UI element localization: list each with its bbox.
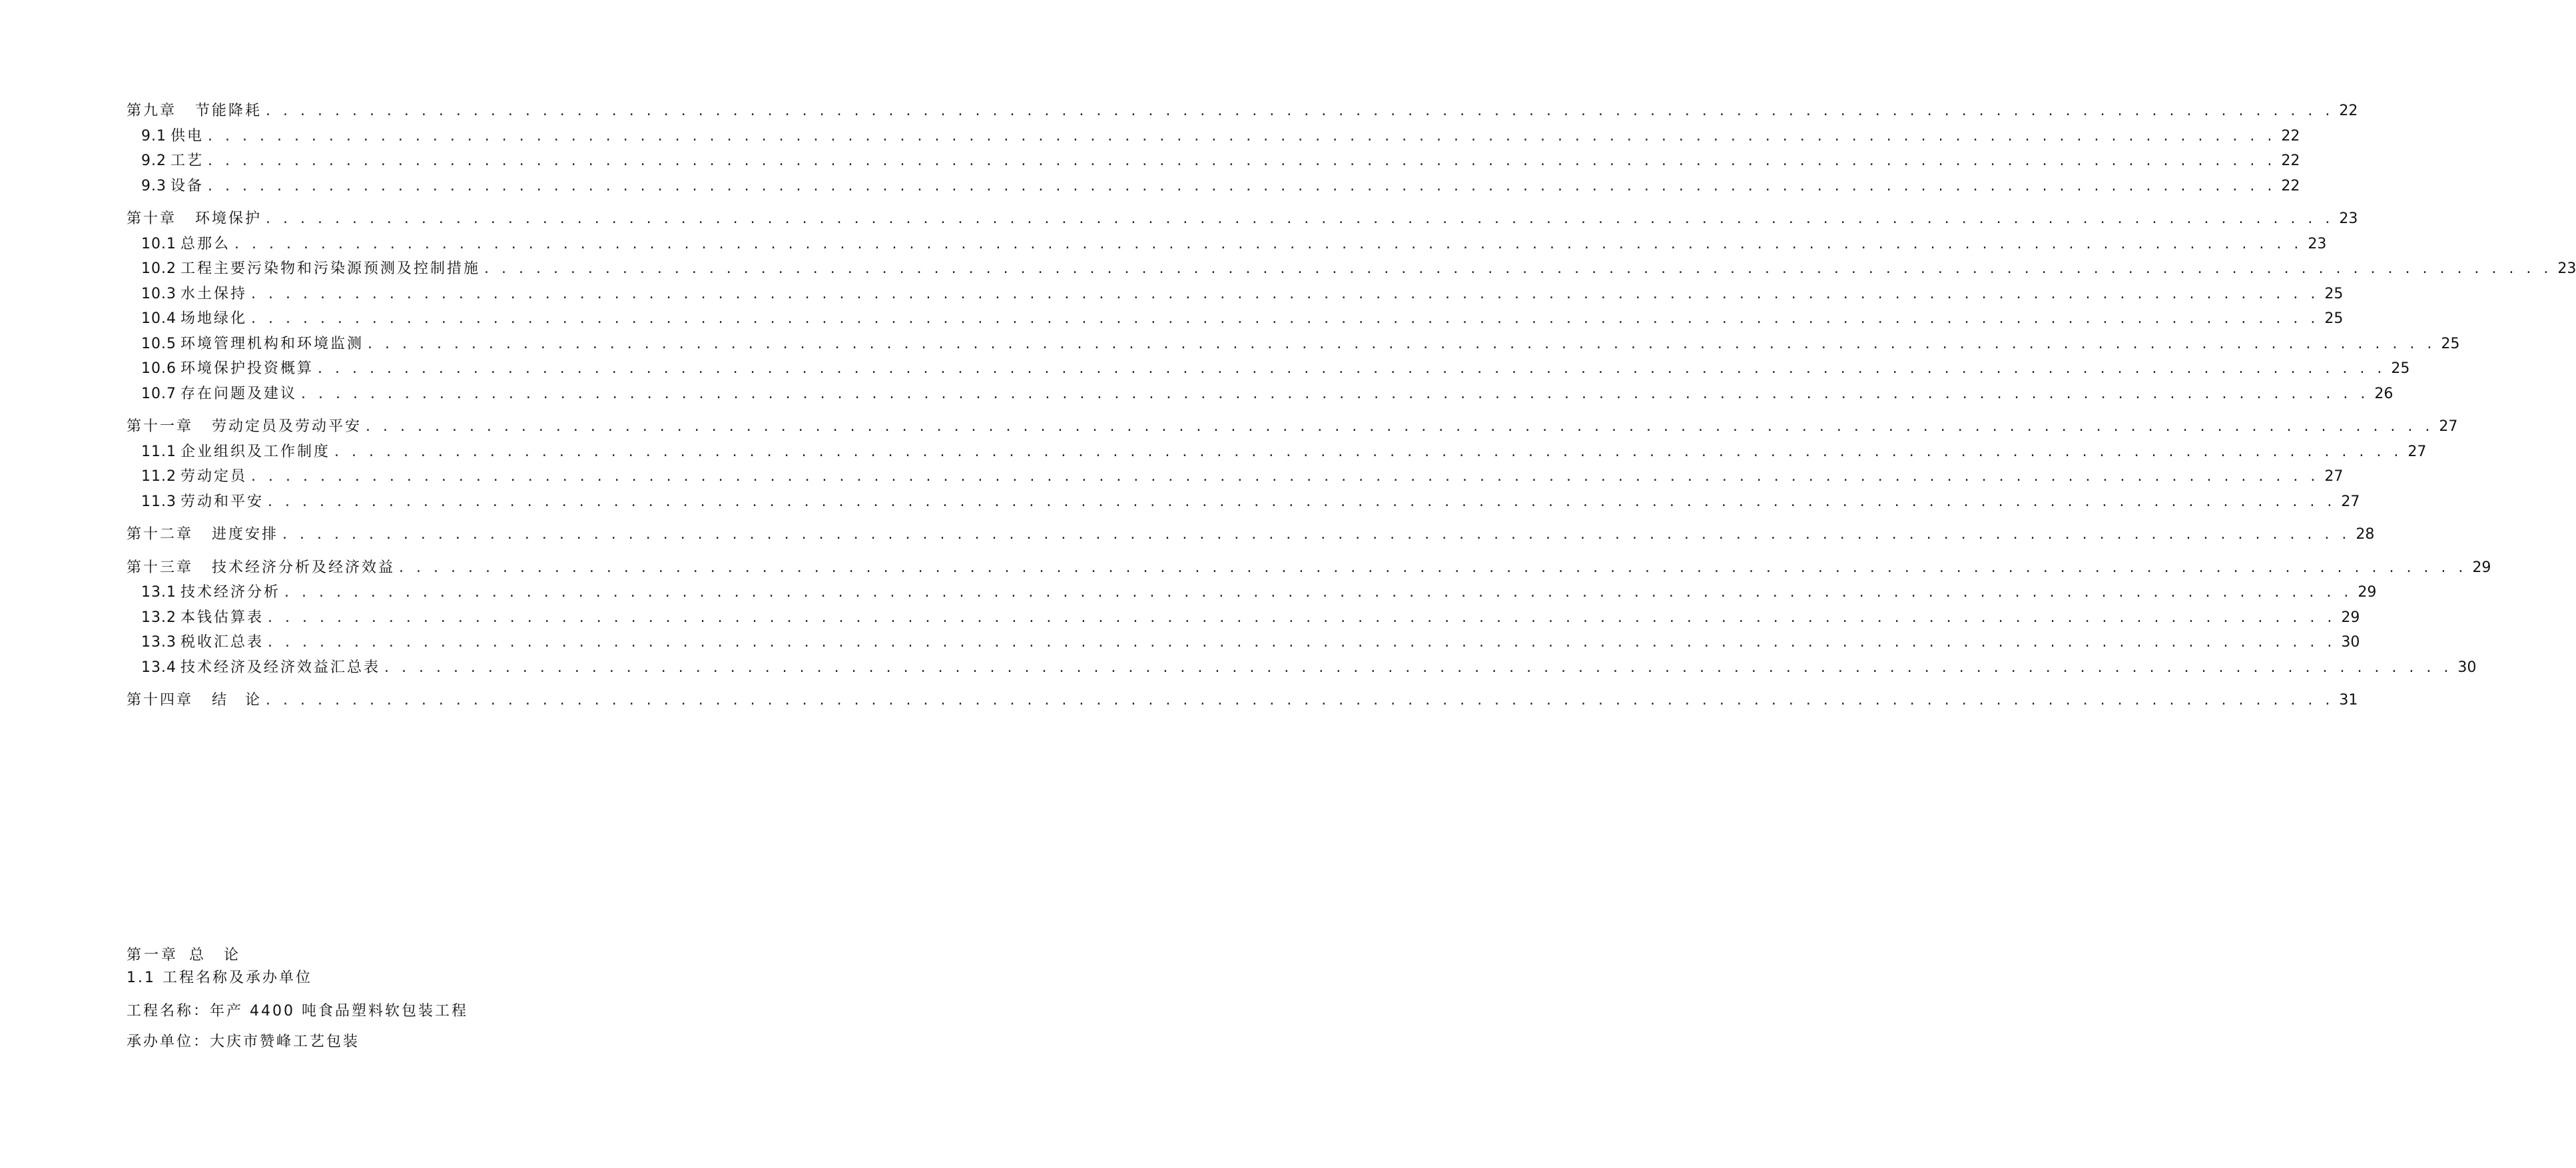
toc-entry-title (141, 655, 380, 681)
toc-entry-title (127, 555, 395, 581)
toc-section-title: 本钱估算表 (180, 609, 264, 626)
toc-page-number: 29 (2358, 584, 2377, 601)
project-name-line: 工程名称：年产 4400 吨食品塑料软包装工程 (127, 1003, 468, 1020)
toc-dot-leader: . . . . . . . . . . . . . . . . . . . . . . . . . . . . . . . . . . . . . . . . . . . . . . . . . . . . . . . . . . . . . . . . . . . . . . . . . . . . . . . . . . . . . . . . . . . . . . . . . . . . . . . . . . . . . . . . . . . . . . . . (366, 418, 2434, 435)
toc-dot-leader: . . . . . . . . . . . . . . . . . . . . . . . . . . . . . . . . . . . . . . . . . . . . . . . . . . . . . . . . . . . . . . . . . . . . . . . . . . . . . . . . . . . . . . . . . . . . . . . . . . . . . . . . . . . . . . . . . . . . . . . . (208, 152, 2276, 169)
document-body (127, 944, 699, 1060)
toc-chapter-entry[interactable] (127, 206, 2358, 232)
toc-page-number: 30 (2341, 634, 2360, 651)
toc-entry-title (141, 282, 247, 307)
toc-entry-title (141, 605, 264, 631)
toc-chapter-entry[interactable] (127, 555, 2491, 581)
toc-section-title: 劳动定员 (180, 468, 247, 485)
toc-section-title: 供电 (170, 127, 204, 145)
toc-section-entry[interactable] (127, 282, 2344, 307)
toc-section-title: 工程主要污染物和污染源预测及控制措施 (180, 260, 480, 277)
toc-section-title: 技术经济分析 (180, 584, 280, 601)
toc-entry-title (141, 174, 204, 199)
toc-section-number: 9.1 (141, 127, 166, 145)
toc-chapter-title: 节能降耗 (195, 103, 262, 119)
toc-section-entry[interactable] (127, 306, 2344, 332)
toc-chapter-entry[interactable] (127, 522, 2375, 547)
toc-dot-leader: . . . . . . . . . . . . . . . . . . . . . . . . . . . . . . . . . . . . . . . . . . . . . . . . . . . . . . . . . . . . . . . . . . . . . . . . . . . . . . . . . . . . . . . . . . . . . . . . . . . . . . . . . . . . . . . . . . . . . . . . (268, 609, 2336, 626)
toc-dot-leader: . . . . . . . . . . . . . . . . . . . . . . . . . . . . . . . . . . . . . . . . . . . . . . . . . . . . . . . . . . . . . . . . . . . . . . . . . . . . . . . . . . . . . . . . . . . . . . . . . . . . . . . . . . . . . . . . . . . . . . . . (268, 634, 2336, 651)
toc-section-entry[interactable] (127, 655, 2477, 681)
toc-section-number: 10.3 (141, 285, 176, 302)
toc-page-number: 27 (2439, 418, 2458, 435)
toc-dot-leader: . . . . . . . . . . . . . . . . . . . . . . . . . . . . . . . . . . . . . . . . . . . . . . . . . . . . . . . . . . . . . . . . . . . . . . . . . . . . . . . . . . . . . . . . . . . . . . . . . . . . . . . . . . . . . . . . . . . . . . . . (268, 493, 2336, 510)
toc-section-entry[interactable] (127, 332, 2460, 357)
toc-page-number: 23 (2339, 210, 2358, 227)
chapter-title: 总 论 (189, 947, 242, 964)
toc-dot-leader: . . . . . . . . . . . . . . . . . . . . . . . . . . . . . . . . . . . . . . . . . . . . . . . . . . . . . . . . . . . . . . . . . . . . . . . . . . . . . . . . . . . . . . . . . . . . . . . . . . . . . . . . . . . . . . . . . . . . . . . . (208, 177, 2276, 194)
toc-entry-title (141, 232, 230, 257)
table-of-contents (127, 99, 2576, 713)
toc-section-title: 税收汇总表 (180, 634, 264, 651)
toc-section-number: 11.2 (141, 468, 176, 485)
toc-section-entry[interactable] (127, 630, 2360, 655)
toc-section-number: 13.4 (141, 659, 176, 676)
toc-section-title: 场地绿化 (180, 310, 247, 327)
toc-entry-title (141, 306, 247, 332)
toc-dot-leader: . . . . . . . . . . . . . . . . . . . . . . . . . . . . . . . . . . . . . . . . . . . . . . . . . . . . . . . . . . . . . . . . . . . . . . . . . . . . . . . . . . . . . . . . . . . . . . . . . . . . . . . . . . . . . . . . . . . . . . . . (399, 559, 2467, 576)
toc-chapter-entry[interactable] (127, 414, 2458, 439)
toc-dot-leader: . . . . . . . . . . . . . . . . . . . . . . . . . . . . . . . . . . . . . . . . . . . . . . . . . . . . . . . . . . . . . . . . . . . . . . . . . . . . . . . . . . . . . . . . . . . . . . . . . . . . . . . . . . . . . . . . . . . . . . . . (251, 310, 2320, 327)
toc-chapter-title: 进度安排 (212, 526, 279, 543)
toc-dot-leader: . . . . . . . . . . . . . . . . . . . . . . . . . . . . . . . . . . . . . . . . . . . . . . . . . . . . . . . . . . . . . . . . . . . . . . . . . . . . . . . . . . . . . . . . . . . . . . . . . . . . . . . . . . . . . . . . . . . . . . . . (368, 335, 2436, 352)
toc-entry-title (141, 124, 204, 149)
toc-dot-leader: . . . . . . . . . . . . . . . . . . . . . . . . . . . . . . . . . . . . . . . . . . . . . . . . . . . . . . . . . . . . . . . . . . . . . . . . . . . . . . . . . . . . . . . . . . . . . . . . . . . . . . . . . . . . . . . . . . . . . . . . (251, 468, 2320, 485)
toc-section-title: 技术经济及经济效益汇总表 (180, 659, 380, 676)
toc-page-number: 25 (2324, 310, 2344, 327)
toc-section-entry[interactable] (127, 605, 2360, 631)
toc-section-title: 工艺 (170, 152, 204, 169)
toc-section-title: 设备 (170, 177, 204, 194)
toc-section-number: 10.1 (141, 235, 176, 252)
toc-page-number: 31 (2339, 692, 2358, 709)
toc-dot-leader: . . . . . . . . . . . . . . . . . . . . . . . . . . . . . . . . . . . . . . . . . . . . . . . . . . . . . . . . . . . . . . . . . . . . . . . . . . . . . . . . . . . . . . . . . . . . . . . . . . . . . . . . . . . . . . . . . . . . . . . . (266, 210, 2334, 227)
toc-section-number: 10.5 (141, 335, 176, 352)
toc-entry-title (127, 414, 362, 439)
toc-section-title: 企业组织及工作制度 (180, 443, 330, 460)
toc-chapter-entry[interactable] (127, 688, 2358, 713)
toc-section-title: 环境管理机构和环境监测 (180, 335, 364, 352)
chapter-heading (127, 944, 699, 967)
toc-page-number: 26 (2374, 385, 2394, 402)
toc-entry-title (141, 256, 480, 282)
toc-dot-leader: . . . . . . . . . . . . . . . . . . . . . . . . . . . . . . . . . . . . . . . . . . . . . . . . . . . . . . . . . . . . . . . . . . . . . . . . . . . . . . . . . . . . . . . . . . . . . . . . . . . . . . . . . . . . . . . . . . . . . . . . (384, 659, 2453, 676)
toc-section-entry[interactable] (127, 124, 2300, 149)
toc-dot-leader: . . . . . . . . . . . . . . . . . . . . . . . . . . . . . . . . . . . . . . . . . . . . . . . . . . . . . . . . . . . . . . . . . . . . . . . . . . . . . . . . . . . . . . . . . . . . . . . . . . . . . . . . . . . . . . . . . . . . . . . . (484, 260, 2553, 277)
toc-dot-leader: . . . . . . . . . . . . . . . . . . . . . . . . . . . . . . . . . . . . . . . . . . . . . . . . . . . . . . . . . . . . . . . . . . . . . . . . . . . . . . . . . . . . . . . . . . . . . . . . . . . . . . . . . . . . . . . . . . . . . . . . (266, 692, 2334, 709)
toc-section-entry[interactable] (127, 580, 2377, 605)
toc-page-number: 25 (2391, 360, 2410, 377)
toc-section-entry[interactable] (127, 439, 2427, 465)
chapter-label: 第一章 (127, 947, 179, 964)
toc-section-title: 环境保护投资概算 (180, 360, 314, 377)
toc-section-entry[interactable] (127, 232, 2327, 257)
toc-entry-title (141, 489, 264, 515)
toc-chapter-label: 第九章 (127, 103, 177, 119)
toc-section-entry[interactable] (127, 464, 2344, 489)
toc-section-number: 9.3 (141, 177, 166, 194)
toc-section-entry[interactable] (127, 382, 2394, 407)
toc-entry-title (141, 439, 330, 465)
toc-chapter-title: 技术经济分析及经济效益 (212, 559, 396, 576)
toc-dot-leader: . . . . . . . . . . . . . . . . . . . . . . . . . . . . . . . . . . . . . . . . . . . . . . . . . . . . . . . . . . . . . . . . . . . . . . . . . . . . . . . . . . . . . . . . . . . . . . . . . . . . . . . . . . . . . . . . . . . . . . . . (251, 285, 2320, 302)
toc-dot-leader: . . . . . . . . . . . . . . . . . . . . . . . . . . . . . . . . . . . . . . . . . . . . . . . . . . . . . . . . . . . . . . . . . . . . . . . . . . . . . . . . . . . . . . . . . . . . . . . . . . . . . . . . . . . . . . . . . . . . . . . . (234, 235, 2303, 252)
toc-page-number: 23 (2557, 260, 2576, 277)
toc-dot-leader: . . . . . . . . . . . . . . . . . . . . . . . . . . . . . . . . . . . . . . . . . . . . . . . . . . . . . . . . . . . . . . . . . . . . . . . . . . . . . . . . . . . . . . . . . . . . . . . . . . . . . . . . . . . . . . . . . . . . . . . . (208, 127, 2276, 145)
toc-entry-title (127, 522, 278, 547)
toc-section-number: 9.2 (141, 152, 166, 169)
toc-entry-title (141, 580, 280, 605)
toc-section-number: 10.6 (141, 360, 176, 377)
toc-section-number: 13.2 (141, 609, 176, 626)
toc-section-entry[interactable] (127, 489, 2360, 515)
toc-section-entry[interactable] (127, 256, 2576, 282)
toc-section-title: 水土保持 (180, 285, 247, 302)
toc-page-number: 29 (2472, 559, 2491, 576)
toc-page-number: 22 (2339, 103, 2358, 119)
toc-chapter-label: 第十章 (127, 210, 177, 227)
toc-entry-title (141, 148, 204, 174)
toc-section-number: 11.3 (141, 493, 176, 510)
toc-chapter-label: 第十二章 (127, 526, 194, 543)
organizer-line: 承办单位：大庆市赞峰工艺包装 (127, 1033, 360, 1050)
toc-section-number: 10.2 (141, 260, 176, 277)
toc-entry-title (141, 464, 247, 489)
toc-chapter-label: 第十一章 (127, 418, 194, 435)
toc-section-number: 10.7 (141, 385, 176, 402)
toc-chapter-entry[interactable] (127, 99, 2358, 124)
toc-section-number: 11.1 (141, 443, 176, 460)
toc-section-entry[interactable] (127, 148, 2300, 174)
toc-page-number: 30 (2457, 659, 2477, 676)
toc-page-number: 22 (2281, 127, 2300, 145)
toc-section-title: 总那么 (180, 235, 230, 252)
toc-section-number: 13.1 (141, 584, 176, 601)
toc-page-number: 27 (2324, 468, 2344, 485)
toc-chapter-label: 第十四章 (127, 692, 194, 709)
toc-dot-leader: . . . . . . . . . . . . . . . . . . . . . . . . . . . . . . . . . . . . . . . . . . . . . . . . . . . . . . . . . . . . . . . . . . . . . . . . . . . . . . . . . . . . . . . . . . . . . . . . . . . . . . . . . . . . . . . . . . . . . . . . (266, 103, 2334, 119)
toc-chapter-title: 环境保护 (195, 210, 262, 227)
toc-entry-title (141, 630, 264, 655)
toc-dot-leader: . . . . . . . . . . . . . . . . . . . . . . . . . . . . . . . . . . . . . . . . . . . . . . . . . . . . . . . . . . . . . . . . . . . . . . . . . . . . . . . . . . . . . . . . . . . . . . . . . . . . . . . . . . . . . . . . . . . . . . . . (318, 360, 2386, 377)
toc-section-entry[interactable] (127, 356, 2410, 382)
toc-entry-title (141, 356, 314, 382)
toc-section-number: 13.3 (141, 634, 176, 651)
toc-dot-leader: . . . . . . . . . . . . . . . . . . . . . . . . . . . . . . . . . . . . . . . . . . . . . . . . . . . . . . . . . . . . . . . . . . . . . . . . . . . . . . . . . . . . . . . . . . . . . . . . . . . . . . . . . . . . . . . . . . . . . . . . (334, 443, 2403, 460)
toc-chapter-label: 第十三章 (127, 559, 194, 576)
toc-section-title: 劳动和平安 (180, 493, 264, 510)
toc-page-number: 23 (2308, 235, 2327, 252)
toc-entry-title (127, 688, 262, 713)
section-heading: 1.1 工程名称及承办单位 (127, 970, 312, 986)
toc-dot-leader: . . . . . . . . . . . . . . . . . . . . . . . . . . . . . . . . . . . . . . . . . . . . . . . . . . . . . . . . . . . . . . . . . . . . . . . . . . . . . . . . . . . . . . . . . . . . . . . . . . . . . . . . . . . . . . . . . . . . . . . . (284, 584, 2353, 601)
toc-page-number: 25 (2441, 335, 2460, 352)
toc-page-number: 29 (2341, 609, 2360, 626)
toc-entry-title (141, 382, 297, 407)
toc-chapter-title: 结 论 (212, 692, 262, 709)
toc-section-entry[interactable] (127, 174, 2300, 199)
toc-page-number: 27 (2341, 493, 2360, 510)
toc-chapter-title: 劳动定员及劳动平安 (212, 418, 362, 435)
toc-page-number: 27 (2408, 443, 2427, 460)
toc-page-number: 25 (2324, 285, 2344, 302)
toc-section-title: 存在问题及建议 (180, 385, 297, 402)
toc-dot-leader: . . . . . . . . . . . . . . . . . . . . . . . . . . . . . . . . . . . . . . . . . . . . . . . . . . . . . . . . . . . . . . . . . . . . . . . . . . . . . . . . . . . . . . . . . . . . . . . . . . . . . . . . . . . . . . . . . . . . . . . . (301, 385, 2370, 402)
toc-page-number: 22 (2281, 177, 2300, 194)
toc-section-number: 10.4 (141, 310, 176, 327)
toc-page-number: 22 (2281, 152, 2300, 169)
toc-page-number: 28 (2356, 526, 2375, 543)
toc-entry-title (127, 206, 262, 232)
toc-dot-leader: . . . . . . . . . . . . . . . . . . . . . . . . . . . . . . . . . . . . . . . . . . . . . . . . . . . . . . . . . . . . . . . . . . . . . . . . . . . . . . . . . . . . . . . . . . . . . . . . . . . . . . . . . . . . . . . . . . . . . . . . (282, 526, 2351, 543)
toc-entry-title (127, 99, 262, 124)
toc-entry-title (141, 332, 364, 357)
